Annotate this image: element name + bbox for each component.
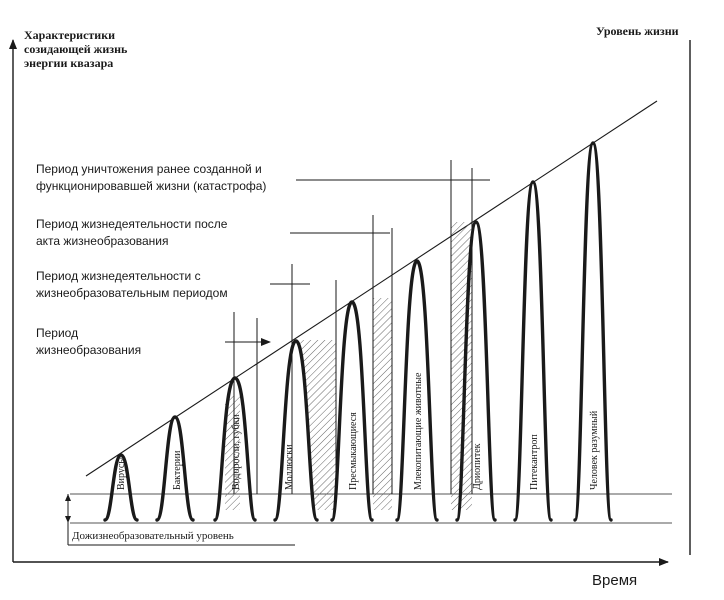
stage-label-bacteria: Бактерии xyxy=(172,450,183,490)
period-catastrophe-line-2: функционировавшей жизни (катастрофа) xyxy=(36,179,267,193)
stage-label-mammals: Млекопитающие животные xyxy=(413,372,424,490)
period-label-after-life-formation xyxy=(36,216,227,250)
stage-label-molluscs: Моллюски xyxy=(284,444,295,490)
stage-label-homo-sapiens: Человек разумный xyxy=(589,410,600,490)
hatch-fill-2 xyxy=(300,340,336,510)
y-axis-title-line-2: созидающей жизнь xyxy=(24,42,128,56)
period-label-with-formation xyxy=(36,268,228,302)
period-with-line-1: Период жизнедеятельности с xyxy=(36,269,201,283)
period-catastrophe-line-1: Период уничтожения ранее созданной и xyxy=(36,162,262,176)
period-after-line-1: Период жизнедеятельности после xyxy=(36,217,228,231)
baseline-label: Дожизнеобразовательный уровень xyxy=(72,530,234,542)
y-axis-title-line-3: энергии квазара xyxy=(24,56,114,70)
baseline-arrow-down xyxy=(65,516,71,523)
y-axis-title xyxy=(24,28,127,70)
period-label-catastrophe xyxy=(36,161,266,195)
stage-label-dryopithecus: Дриопитек xyxy=(472,443,483,490)
right-axis-title: Уровень жизни xyxy=(596,24,679,38)
y-axis-title-line-1: Характеристики xyxy=(24,28,116,42)
stage-label-algae-sponges: Водоросли, губки xyxy=(231,414,242,490)
period-formation-line-2: жизнеобразования xyxy=(36,343,142,357)
stage-label-reptiles: Пресмыкающиеся xyxy=(348,412,359,490)
x-axis-title: Время xyxy=(592,572,638,589)
period-after-line-2: акта жизнеобразования xyxy=(36,234,169,248)
period-formation-line-1: Период xyxy=(36,326,79,340)
stage-label-viruses: Вирусы xyxy=(116,456,127,490)
hatch-fill-3 xyxy=(373,298,392,510)
stage-label-pithecanthropus: Питекантроп xyxy=(529,434,540,490)
period-label-life-formation xyxy=(36,325,141,359)
baseline-arrow-up xyxy=(65,494,71,501)
period-with-line-2: жизнеобразовательным периодом xyxy=(36,286,228,300)
